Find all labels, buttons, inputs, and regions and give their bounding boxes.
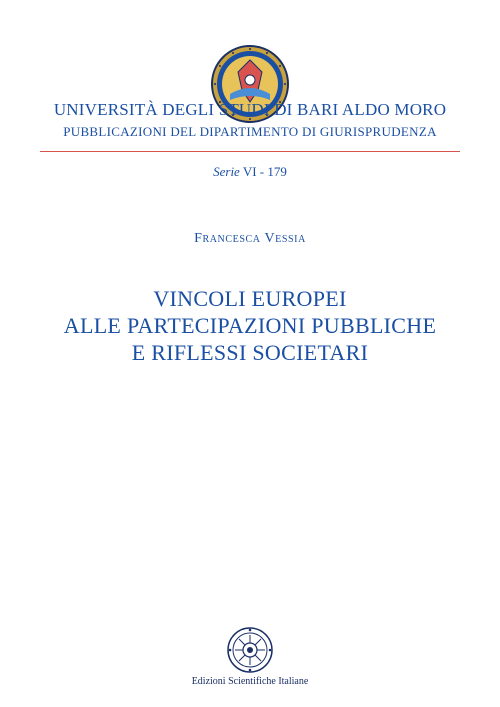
series-label [0,164,500,180]
department-name: PUBBLICAZIONI DEL DIPARTIMENTO DI GIURISPRUDENZA [63,124,437,139]
publisher-name: Edizioni Scientifiche Italiane [191,676,309,687]
title-line: ALLE PARTECIPAZIONI PUBBLICHE [63,313,437,338]
title-line: VINCOLI EUROPEI [153,286,347,311]
header-divider [40,151,460,152]
publisher-logo-icon [226,626,274,674]
author-name: Francesca Vessia [194,231,306,246]
title-line: E RIFLESSI SOCIETARI [131,340,369,365]
book-title [0,285,500,366]
series-prefix: Serie [213,164,240,179]
university-name: UNIVERSITÀ DEGLI STUDI DI BARI ALDO MORO [53,100,447,119]
series-number: VI - 179 [242,164,287,179]
